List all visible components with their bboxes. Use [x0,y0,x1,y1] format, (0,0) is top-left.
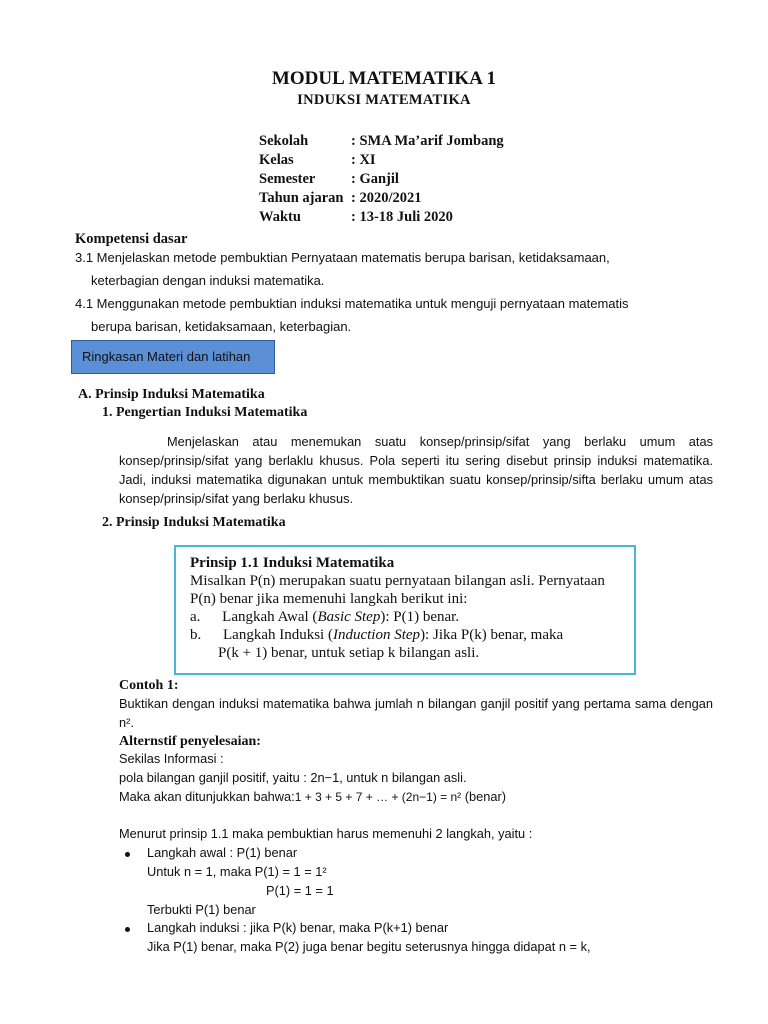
prinsip-line-2: P(n) benar jika memenuhi langkah berikut ini: [190,591,468,607]
info-key: Waktu [259,209,301,225]
page-title: MODUL MATEMATIKA 1 [271,68,497,89]
info-row-tahun [259,190,559,210]
info-key: Kelas [259,152,294,168]
prinsip-item-b-italic: Induction Step [332,627,421,643]
alternatif-heading: Alternstif penyelesaian: [119,734,261,749]
akan-line [119,789,506,804]
prinsip-item-a-text1: Langkah Awal ( [222,609,318,625]
contoh-text: Buktikan dengan induksi matematika bahwa jumlah n bilangan ganjil positif yang pertama sama dengan n². [119,696,713,730]
prinsip-item-b-text2: ): Jika P(k) benar, maka [420,627,564,643]
info-value: : Ganjil [351,171,399,187]
info-value: : 13-18 Juli 2020 [351,209,453,225]
info-key: Tahun ajaran [259,190,344,206]
info-row-sekolah [259,133,559,153]
akan-formula: 1 + 3 + 5 + 7 + … + (2n−1) = n² [294,790,462,804]
sekilas-info-label: Sekilas Informasi : [119,751,224,766]
info-table [259,133,559,233]
subsection-2-heading: 2. Prinsip Induksi Matematika [102,515,286,530]
kd-3-1-line1: 3.1 Menjelaskan metode pembuktian Pernyataan matematis berupa barisan, ketidaksamaan, [75,250,610,265]
prinsip-item-b-line2: P(k + 1) benar, untuk setiap k bilangan asli. [218,645,480,661]
info-key: Sekolah [259,133,309,149]
page-subtitle: INDUKSI MATEMATIKA [297,92,471,108]
info-row-semester [259,171,559,191]
kd-4-1-line1: 4.1 Menggunakan metode pembuktian induksi matematika untuk menguji pernyataan matematis [75,296,629,311]
bullet-dot [125,927,130,932]
langkah-awal-line: Langkah awal : P(1) benar [147,845,298,860]
prinsip-item-a-text2: ): P(1) benar. [380,609,460,625]
terbukti-line: Terbukti P(1) benar [147,902,256,917]
prinsip-item-a-marker: a. [190,609,201,625]
prinsip-item-b-marker: b. [190,627,202,643]
info-key: Semester [259,171,316,187]
langkah-induksi-line2: Jika P(1) benar, maka P(2) juga benar begitu seterusnya hingga didapat n = k, [147,939,591,954]
info-row-kelas [259,152,559,172]
info-value: : 2020/2021 [351,190,422,206]
langkah-awal-result: P(1) = 1 = 1 [266,883,334,898]
section-a-heading: A. Prinsip Induksi Matematika [78,387,265,402]
prinsip-box [174,545,636,675]
menurut-line: Menurut prinsip 1.1 maka pembuktian harus memenuhi 2 langkah, yaitu : [119,826,533,841]
kd-3-1-line2: keterbagian dengan induksi matematika. [91,273,325,288]
info-row-waktu [259,209,559,229]
akan-suffix: (benar) [461,789,506,804]
langkah-induksi-line: Langkah induksi : jika P(k) benar, maka P(k+1) benar [147,920,449,935]
bullet-dot [125,852,130,857]
subsection-1-heading: 1. Pengertian Induksi Matematika [102,405,308,420]
prinsip-line-1: Misalkan P(n) merupakan suatu pernyataan bilangan asli. Pernyataan [190,573,605,589]
prinsip-item-a-italic: Basic Step [317,609,381,625]
prinsip-title: Prinsip 1.1 Induksi Matematika [190,555,395,571]
kompetensi-heading: Kompetensi dasar [75,231,188,247]
info-value: : XI [351,152,376,168]
langkah-awal-untuk: Untuk n = 1, maka P(1) = 1 = 1² [147,864,327,879]
paragraph-pengertian: Menjelaskan atau menemukan suatu konsep/prinsip/sifat yang berlaku umum atas konsep/prinsip/sifat yang berlaklu khusus. Pola seperti itu sering disebut prinsip induksi matematika. Jadi, induksi matematika digunakan untuk membuktikan suatu konsep/prinsip/sifta berlaku umum atas konsep/prinsip/sifat yang berlaku khusus. [119,434,713,506]
kd-4-1-line2: berupa barisan, ketidaksamaan, keterbagian. [91,319,352,334]
prinsip-item-b [190,627,563,644]
pola-line: pola bilangan ganjil positif, yaitu : 2n−1, untuk n bilangan asli. [119,770,467,785]
akan-prefix: Maka akan ditunjukkan bahwa: [119,789,295,804]
contoh-heading: Contoh 1: [119,678,179,693]
prinsip-item-a [190,609,459,626]
info-value: : SMA Ma’arif Jombang [351,133,504,149]
summary-banner: Ringkasan Materi dan latihan [71,340,275,374]
prinsip-item-b-text1: Langkah Induksi ( [223,627,333,643]
